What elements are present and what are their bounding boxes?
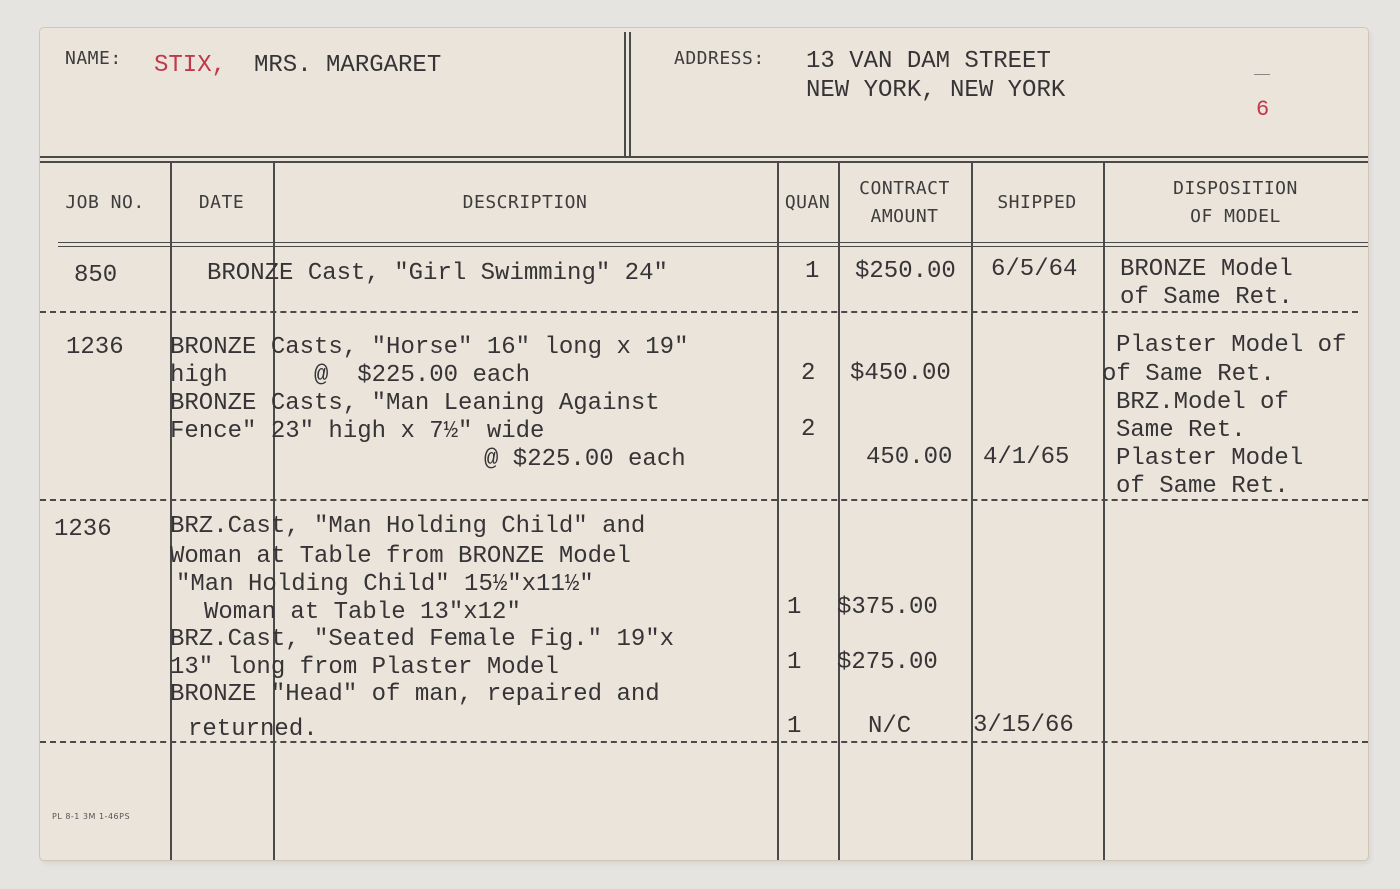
row2-desc-5: @ $225.00 each <box>484 446 686 473</box>
row3-quan-2: 1 <box>787 649 802 676</box>
index-card <box>40 28 1368 860</box>
name-value: MRS. MARGARET <box>254 52 442 79</box>
row2-desc-1: BRONZE Casts, "Horse" 16" long x 19" <box>170 334 689 361</box>
header-rule-b <box>40 161 1368 163</box>
row1-amount: $250.00 <box>855 258 956 285</box>
row3-amount-2: $275.00 <box>837 649 938 676</box>
row3-desc-6: 13" long from Plaster Model <box>170 654 559 681</box>
row2-job-no: 1236 <box>66 334 124 361</box>
row-divider <box>40 741 1368 743</box>
colhead-rule-b <box>58 246 1368 247</box>
col-header-job-no: JOB NO. <box>65 192 145 213</box>
row2-disp-6: of Same Ret. <box>1116 473 1289 500</box>
card-number: 6 <box>1256 97 1270 122</box>
row2-desc-3: BRONZE Casts, "Man Leaning Against <box>170 390 660 417</box>
row1-disposition-2: of Same Ret. <box>1120 284 1293 311</box>
row2-disp-1: Plaster Model of <box>1116 332 1347 359</box>
col-header-of-model: OF MODEL <box>1190 206 1281 227</box>
row3-amount-1: $375.00 <box>837 594 938 621</box>
col-line-disposition <box>1103 161 1105 860</box>
row1-disposition-1: BRONZE Model <box>1120 256 1293 283</box>
col-line-date <box>170 161 172 860</box>
row1-job-no: 850 <box>74 262 118 289</box>
row3-desc-4: Woman at Table 13"x12" <box>204 599 521 626</box>
header-divider-b <box>629 32 631 156</box>
row2-quan-1: 2 <box>801 360 816 387</box>
row2-shipped: 4/1/65 <box>983 444 1070 471</box>
col-header-contract: CONTRACT <box>859 178 950 199</box>
row3-job-no: 1236 <box>54 516 112 543</box>
row3-desc-2: Woman at Table from BRONZE Model <box>170 543 631 570</box>
row3-desc-8: returned. <box>188 716 318 743</box>
row2-desc-2: high @ $225.00 each <box>170 362 531 389</box>
row2-disp-5: Plaster Model <box>1116 445 1304 472</box>
row3-quan-3: 1 <box>787 713 802 740</box>
name-label: NAME: <box>65 48 122 69</box>
row3-desc-3: "Man Holding Child" 15½"x11½" <box>176 571 594 598</box>
row2-desc-4: Fence" 23" high x 7½" wide <box>170 418 545 445</box>
row3-quan-1: 1 <box>787 594 802 621</box>
col-header-description: DESCRIPTION <box>462 192 588 213</box>
row2-disp-4: Same Ret. <box>1116 417 1246 444</box>
surname-value: STIX, <box>154 52 227 79</box>
row3-shipped: 3/15/66 <box>973 712 1074 739</box>
card-mark <box>1254 74 1270 75</box>
row2-disp-2: of Same Ret. <box>1102 361 1275 388</box>
col-header-quan: QUAN <box>784 192 831 213</box>
header-rule-a <box>40 156 1368 158</box>
address-line-2: NEW YORK, NEW YORK <box>806 77 1066 104</box>
col-line-quan <box>777 161 779 860</box>
col-header-disposition: DISPOSITION <box>1173 178 1298 199</box>
address-label: ADDRESS: <box>674 48 765 69</box>
row-divider <box>40 311 1358 313</box>
row3-desc-5: BRZ.Cast, "Seated Female Fig." 19"x <box>170 626 675 653</box>
row1-description: BRONZE Cast, "Girl Swimming" 24" <box>207 260 668 287</box>
row2-disp-3: BRZ.Model of <box>1116 389 1289 416</box>
col-line-amount <box>838 161 840 860</box>
row3-amount-3: N/C <box>868 713 912 740</box>
col-header-amount: AMOUNT <box>870 206 939 227</box>
address-line-1: 13 VAN DAM STREET <box>806 48 1051 75</box>
row2-quan-2: 2 <box>801 416 816 443</box>
row2-amount-2: 450.00 <box>866 444 953 471</box>
row3-desc-7: BRONZE "Head" of man, repaired and <box>170 681 660 708</box>
header-divider-a <box>624 32 626 156</box>
col-line-shipped <box>971 161 973 860</box>
row1-quan: 1 <box>805 258 820 285</box>
row2-amount-1: $450.00 <box>850 360 951 387</box>
row3-desc-1: BRZ.Cast, "Man Holding Child" and <box>170 513 646 540</box>
row-divider <box>40 499 1368 501</box>
form-code: PL 8-1 3M 1-46PS <box>52 812 131 821</box>
colhead-rule-a <box>58 242 1368 243</box>
col-header-date: DATE <box>198 192 245 213</box>
col-header-shipped: SHIPPED <box>997 192 1077 213</box>
row1-shipped: 6/5/64 <box>991 256 1078 283</box>
